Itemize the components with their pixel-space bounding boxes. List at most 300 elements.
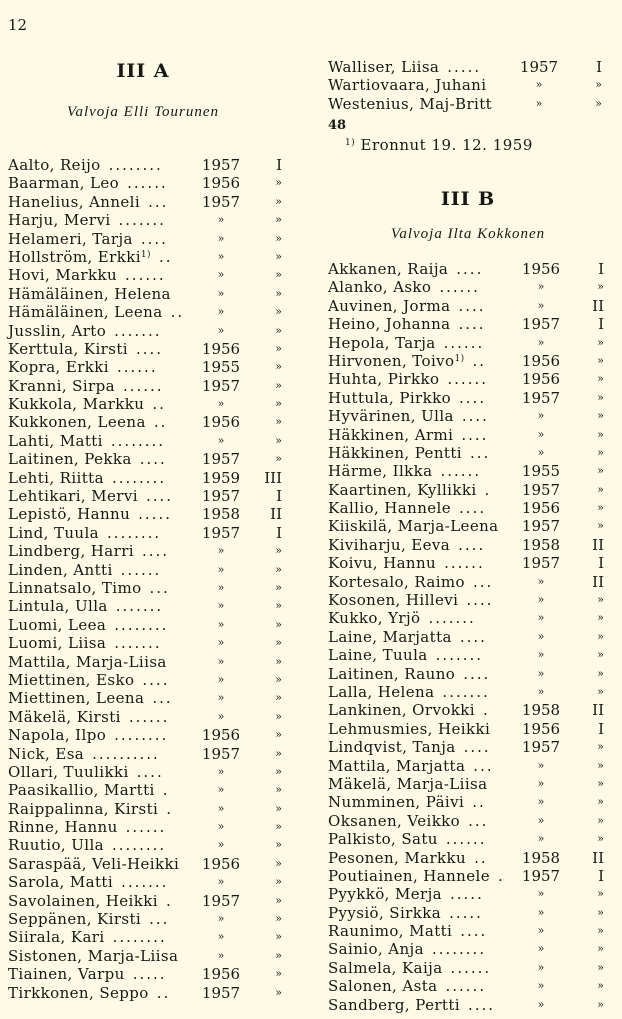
student-name: Ruutio, Ulla ........ <box>8 836 167 855</box>
student-name: Koivu, Hannu ...... <box>328 554 485 573</box>
dot-leader: ........ <box>108 156 163 174</box>
dot-leader: ...... <box>122 376 164 395</box>
enrollment-year: 1956 <box>201 413 241 432</box>
student-row <box>8 321 282 340</box>
enrollment-year: » <box>537 979 545 993</box>
dot-leader: ... <box>148 192 169 211</box>
grade-level: » <box>595 96 602 110</box>
student-row <box>328 94 602 113</box>
grade-level: » <box>597 979 604 993</box>
dot-leader: .... <box>145 487 174 506</box>
grade-level: » <box>275 213 282 227</box>
enrollment-year: 1957 <box>521 554 561 573</box>
grade-level: » <box>275 378 282 392</box>
dot-leader: ...... <box>439 278 480 297</box>
enrollment-year: 1956 <box>201 339 241 358</box>
student-name: Wartiovaara, Juhani <box>328 76 487 95</box>
dot-leader: .... <box>463 738 491 757</box>
grade-level: » <box>597 353 604 367</box>
dot-leader: ...... <box>125 266 166 285</box>
grade-level: » <box>275 268 282 282</box>
dot-leader: ........ <box>431 940 487 959</box>
dot-leader: ........ <box>112 928 167 947</box>
enrollment-year: » <box>537 409 545 423</box>
enrollment-year: » <box>217 213 225 227</box>
student-name: Huttula, Pirkko .... <box>328 388 487 407</box>
grade-level: » <box>597 813 604 827</box>
dot-leader: ........ <box>111 468 167 487</box>
student-row <box>328 683 608 701</box>
student-row <box>8 652 282 671</box>
enrollment-year: 1958 <box>521 535 561 554</box>
student-row <box>328 499 608 517</box>
dot-leader: ....... <box>114 321 162 340</box>
enrollment-year: » <box>217 930 225 944</box>
grade-level: » <box>597 335 604 349</box>
student-row <box>8 873 282 892</box>
enrollment-year: 1957 <box>519 58 559 76</box>
grade-level: I <box>276 487 282 506</box>
grade-level: » <box>597 482 604 496</box>
dot-leader: . <box>165 891 173 910</box>
enrollment-year: » <box>537 335 545 349</box>
grade-level: » <box>275 599 282 613</box>
enrollment-year: » <box>217 286 225 300</box>
student-row <box>328 352 608 370</box>
student-row <box>8 965 282 984</box>
grade-level: » <box>597 427 604 441</box>
student-row <box>8 523 282 542</box>
grade-level: » <box>597 519 604 533</box>
class-b-roster <box>328 260 608 1014</box>
enrollment-year: 1956 <box>521 499 561 518</box>
dot-leader: .... <box>458 535 486 554</box>
dot-leader: ...... <box>125 818 167 837</box>
footnote-ref: 1) <box>140 249 151 260</box>
student-name: Laitinen, Rauno .... <box>328 664 491 683</box>
student-name: Kallio, Hannele .... <box>328 499 487 518</box>
student-row <box>8 946 282 965</box>
enrollment-year: » <box>537 574 545 588</box>
student-row <box>8 174 282 193</box>
student-name: Lehmusmies, Heikki <box>328 719 491 738</box>
student-row <box>8 891 282 910</box>
student-row <box>328 76 602 95</box>
student-name: Westenius, Maj-Britt <box>328 94 493 113</box>
grade-level: » <box>275 746 282 760</box>
grade-level: » <box>275 341 282 355</box>
grade-level: » <box>597 409 604 423</box>
dot-leader: ..... <box>138 505 172 524</box>
student-name: Lankinen, Orvokki . <box>328 701 490 720</box>
student-row <box>8 578 282 597</box>
enrollment-year: » <box>217 838 225 852</box>
student-name: Mattila, Marjatta ... <box>328 756 494 775</box>
student-name: Huhta, Pirkko ...... <box>328 370 488 389</box>
student-name: Palkisto, Satu ...... <box>328 830 487 849</box>
student-row <box>8 818 282 837</box>
grade-level: » <box>275 176 282 190</box>
enrollment-year: 1957 <box>201 744 241 763</box>
student-name: Pesonen, Markku .. <box>328 848 488 867</box>
student-name: Luomi, Leea ........ <box>8 615 169 634</box>
dot-leader: ........ <box>110 431 166 450</box>
dot-leader: .... <box>458 296 486 315</box>
grade-level: » <box>275 194 282 208</box>
dot-leader: ........ <box>107 523 162 542</box>
grade-level: » <box>275 415 282 429</box>
dot-leader: ........ <box>114 726 169 745</box>
student-name: Lahti, Matti ........ <box>8 431 166 450</box>
enrollment-year: » <box>537 648 545 662</box>
grade-level: » <box>597 390 604 404</box>
class-b-supervisor: Valvoja Ilta Kokkonen <box>390 226 546 242</box>
enrollment-year: » <box>537 960 545 974</box>
enrollment-year: » <box>537 298 545 312</box>
enrollment-year: 1956 <box>521 260 561 278</box>
enrollment-year: » <box>537 924 545 938</box>
student-row <box>328 940 608 958</box>
grade-level: » <box>275 838 282 852</box>
enrollment-year: » <box>217 709 225 723</box>
enrollment-year: » <box>217 231 225 245</box>
enrollment-year: 1957 <box>521 866 561 885</box>
enrollment-year: 1958 <box>521 848 561 867</box>
student-name: Aalto, Reijo ........ <box>8 156 163 174</box>
enrollment-year: » <box>537 684 545 698</box>
student-row <box>8 505 282 524</box>
student-name: Mäkelä, Marja-Liisa <box>328 774 488 793</box>
student-row <box>328 885 608 903</box>
enrollment-year: » <box>217 948 225 962</box>
grade-level: I <box>598 260 604 278</box>
footnote-ref: 1) <box>454 353 465 364</box>
footnote <box>345 136 533 154</box>
student-name: Hollström, Erkki$^{1)}$ .. <box>8 247 173 266</box>
dot-leader: .... <box>461 425 489 444</box>
enrollment-year: 1959 <box>201 468 241 487</box>
student-row <box>8 928 282 947</box>
student-name: Saraspää, Veli-Heikki <box>8 854 180 873</box>
student-row <box>328 849 608 867</box>
student-row <box>8 303 282 322</box>
student-row <box>8 707 282 726</box>
student-row <box>328 58 602 76</box>
grade-level: » <box>275 231 282 245</box>
dot-leader: ...... <box>120 560 162 579</box>
enrollment-year: » <box>535 78 543 92</box>
student-name: Kiviharju, Eeva .... <box>328 535 486 554</box>
enrollment-year: » <box>217 875 225 889</box>
student-row <box>8 468 282 487</box>
enrollment-year: 1955 <box>521 462 561 481</box>
student-name: Mattila, Marja-Liisa <box>8 652 167 671</box>
student-row <box>8 487 282 506</box>
grade-level: » <box>595 78 602 92</box>
dot-leader: ...... <box>440 462 482 481</box>
enrollment-year: » <box>217 249 225 263</box>
enrollment-year: » <box>217 691 225 705</box>
grade-level: » <box>275 893 282 907</box>
grade-level: » <box>597 648 604 662</box>
enrollment-year: » <box>217 672 225 686</box>
enrollment-year: » <box>537 832 545 846</box>
enrollment-year: » <box>537 758 545 772</box>
enrollment-year: 1956 <box>201 174 241 193</box>
footnote-text: Eronnut 19. 12. 1959 <box>360 136 533 154</box>
grade-level: » <box>275 360 282 374</box>
dot-leader: .. <box>158 247 173 266</box>
enrollment-year: » <box>217 617 225 631</box>
grade-level: » <box>597 776 604 790</box>
grade-level: » <box>275 967 282 981</box>
grade-level: » <box>275 654 282 668</box>
student-row <box>328 922 608 940</box>
dot-leader: ....... <box>121 873 169 892</box>
student-row <box>8 726 282 745</box>
enrollment-year: 1956 <box>201 726 241 745</box>
student-row <box>8 266 282 285</box>
student-row <box>8 247 282 266</box>
grade-level: » <box>275 875 282 889</box>
student-row <box>8 781 282 800</box>
student-name: Linnatsalo, Timo ... <box>8 578 170 597</box>
grade-level: » <box>275 452 282 466</box>
enrollment-year: 1957 <box>521 315 561 334</box>
student-name: Sistonen, Marja-Liisa <box>8 946 179 965</box>
student-name: Miettinen, Leena ... <box>8 689 173 708</box>
grade-level: » <box>275 728 282 742</box>
student-name: Heino, Johanna .... <box>328 315 486 334</box>
dot-leader: ... <box>468 811 489 830</box>
dot-leader: .... <box>139 450 167 469</box>
student-row <box>328 959 608 977</box>
student-name: Oksanen, Veikko ... <box>328 811 489 830</box>
grade-level: » <box>275 562 282 576</box>
student-row <box>8 284 282 303</box>
student-row <box>328 867 608 885</box>
enrollment-year: » <box>217 433 225 447</box>
dot-leader: .... <box>136 762 164 781</box>
student-name: Napola, Ilpo ........ <box>8 726 169 745</box>
dot-leader: .... <box>463 664 491 683</box>
student-row <box>8 670 282 689</box>
enrollment-year: 1957 <box>201 523 241 542</box>
enrollment-year: » <box>537 280 545 294</box>
dot-leader: .. <box>156 983 171 1002</box>
student-name: Tirkkonen, Seppo .. <box>8 983 171 1002</box>
grade-level: » <box>275 305 282 319</box>
enrollment-year: 1956 <box>201 965 241 984</box>
student-name: Akkanen, Raija .... <box>328 260 484 278</box>
grade-level: » <box>275 801 282 815</box>
enrollment-year: 1957 <box>201 376 241 395</box>
student-name: Rinne, Hannu ...... <box>8 818 167 837</box>
grade-level: » <box>597 905 604 919</box>
student-name: Kukko, Yrjö ....... <box>328 609 476 628</box>
enrollment-year: » <box>537 593 545 607</box>
enrollment-year: 1956 <box>521 719 561 738</box>
student-name: Kopra, Erkki ...... <box>8 358 158 377</box>
class-a-title: III A <box>116 60 170 82</box>
grade-level: » <box>597 464 604 478</box>
enrollment-year: 1956 <box>521 370 561 389</box>
student-name: Raippalinna, Kirsti . <box>8 799 173 818</box>
student-row <box>328 554 608 572</box>
student-row <box>328 297 608 315</box>
enrollment-year: 1957 <box>521 738 561 757</box>
grade-level: » <box>597 997 604 1011</box>
student-row <box>328 370 608 388</box>
student-row <box>8 762 282 781</box>
grade-level: I <box>598 554 604 573</box>
enrollment-year: » <box>537 942 545 956</box>
enrollment-year: » <box>537 427 545 441</box>
student-name: Lepistö, Hannu ..... <box>8 505 172 524</box>
enrollment-year: 1957 <box>521 480 561 499</box>
grade-level: » <box>275 856 282 870</box>
grade-level: » <box>597 593 604 607</box>
dot-leader: ....... <box>114 634 162 653</box>
enrollment-year: » <box>217 599 225 613</box>
dot-leader: ....... <box>428 609 476 628</box>
grade-level: » <box>275 764 282 778</box>
grade-level: » <box>275 709 282 723</box>
student-row <box>328 334 608 352</box>
student-row <box>328 315 608 333</box>
grade-level: I <box>598 866 604 885</box>
student-name: Kaartinen, Kyllikki . <box>328 480 492 499</box>
student-name: Salonen, Asta ...... <box>328 977 487 996</box>
enrollment-year: » <box>537 611 545 625</box>
student-name: Pyykkö, Merja ..... <box>328 885 484 904</box>
enrollment-year: » <box>217 820 225 834</box>
dot-leader: ... <box>152 689 173 708</box>
dot-leader: . <box>162 781 170 800</box>
student-row <box>328 646 608 664</box>
dot-leader: ..... <box>132 965 167 984</box>
class-a-supervisor: Valvoja Elli Tourunen <box>66 104 220 120</box>
student-name: Lindqvist, Tanja .... <box>328 738 491 757</box>
enrollment-year: » <box>217 783 225 797</box>
grade-level: II <box>592 296 604 315</box>
student-row <box>328 628 608 646</box>
student-row <box>328 462 608 480</box>
dot-leader: .. <box>170 303 185 322</box>
student-name: Alanko, Asko ...... <box>328 278 480 297</box>
class-a-roster <box>8 156 282 1002</box>
dot-leader: .... <box>459 627 487 646</box>
dot-leader: ..... <box>450 885 484 904</box>
enrollment-year: » <box>535 96 543 110</box>
dot-leader: ..... <box>449 903 483 922</box>
grade-level: » <box>275 580 282 594</box>
enrollment-year: 1956 <box>521 351 561 370</box>
dot-leader: .... <box>140 229 168 248</box>
grade-level: II <box>270 505 282 524</box>
dot-leader: ...... <box>128 707 170 726</box>
student-name: Poutiainen, Hannele . <box>328 866 505 885</box>
enrollment-year: 1957 <box>521 388 561 407</box>
dot-leader: .. <box>472 351 487 370</box>
dot-leader: ...... <box>127 174 168 193</box>
dot-leader: . <box>166 799 173 818</box>
student-name: Tiainen, Varpu ..... <box>8 965 167 984</box>
dot-leader: . <box>497 866 505 885</box>
dot-leader: ... <box>469 443 491 462</box>
dot-leader: . <box>484 480 492 499</box>
student-name: Laine, Marjatta .... <box>328 627 487 646</box>
student-row <box>8 689 282 708</box>
student-row <box>8 450 282 469</box>
dot-leader: .... <box>456 260 484 278</box>
grade-level: » <box>275 323 282 337</box>
student-row <box>328 665 608 683</box>
student-row <box>8 615 282 634</box>
dot-leader: .... <box>458 315 486 334</box>
dot-leader: ...... <box>445 830 487 849</box>
enrollment-year: » <box>537 997 545 1011</box>
dot-leader: .... <box>460 922 488 941</box>
student-row <box>8 799 282 818</box>
student-row <box>328 996 608 1014</box>
student-row <box>8 229 282 248</box>
dot-leader: ...... <box>443 333 485 352</box>
grade-level: » <box>275 544 282 558</box>
enrollment-year: 1958 <box>201 505 241 524</box>
enrollment-year: » <box>217 268 225 282</box>
enrollment-year: » <box>217 636 225 650</box>
student-name: Sandberg, Pertti .... <box>328 995 496 1014</box>
grade-level: II <box>592 701 604 720</box>
grade-level: » <box>597 629 604 643</box>
grade-level: » <box>597 795 604 809</box>
student-row <box>8 597 282 616</box>
student-name: Numminen, Päivi .. <box>328 793 486 812</box>
student-name: Salmela, Kaija ...... <box>328 958 492 977</box>
enrollment-year: » <box>217 580 225 594</box>
grade-level: » <box>275 249 282 263</box>
enrollment-year: » <box>537 795 545 809</box>
student-row <box>328 830 608 848</box>
student-name: Siirala, Kari ........ <box>8 928 167 947</box>
student-name: Hämäläinen, Leena .. <box>8 303 185 322</box>
grade-level: » <box>275 783 282 797</box>
student-name: Lehti, Riitta ........ <box>8 468 167 487</box>
enrollment-year: 1957 <box>201 891 241 910</box>
student-row <box>328 389 608 407</box>
dot-leader: ...... <box>444 554 485 573</box>
student-name: Kortesalo, Raimo ... <box>328 572 494 591</box>
grade-level: » <box>275 820 282 834</box>
dot-leader: ....... <box>118 211 166 230</box>
grade-level: II <box>592 572 604 591</box>
grade-level: » <box>275 397 282 411</box>
student-count: 48 <box>328 118 347 133</box>
grade-level: » <box>597 611 604 625</box>
student-row <box>8 836 282 855</box>
grade-level: » <box>275 672 282 686</box>
student-name: Hepola, Tarja ...... <box>328 333 485 352</box>
student-name: Helameri, Tarja .... <box>8 229 168 248</box>
grade-level: » <box>597 666 604 680</box>
student-row <box>8 560 282 579</box>
student-name: Härme, Ilkka ...... <box>328 462 482 481</box>
student-name: Hämäläinen, Helena <box>8 284 171 303</box>
student-row <box>328 609 608 627</box>
dot-leader: ... <box>149 578 170 597</box>
student-name: Luomi, Liisa ....... <box>8 634 162 653</box>
